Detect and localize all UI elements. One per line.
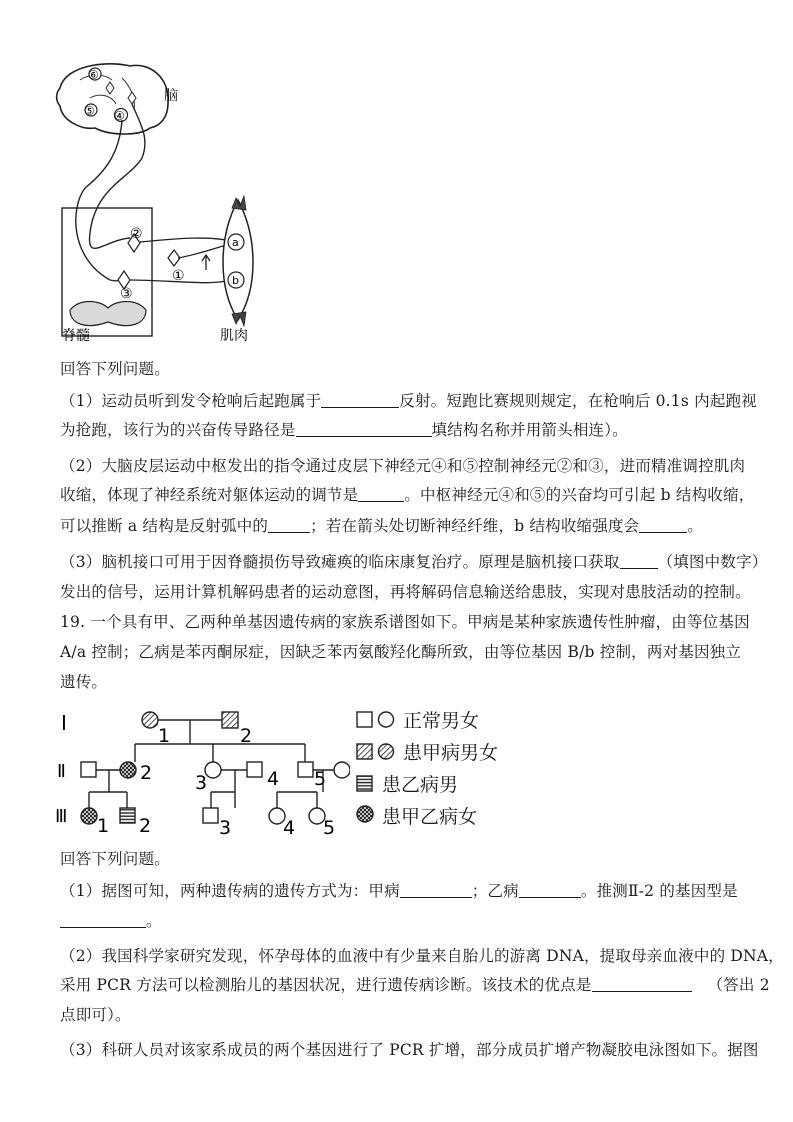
num-6: ⑥: [88, 68, 99, 82]
II-4-normal-male: [247, 762, 262, 777]
q19-stem-line1: 19. 一个具有甲、乙两种单基因遗传病的家族系谱图如下。甲病是某种家族遗传性肿瘤，由等位基因: [60, 613, 750, 631]
q19-stem-line2: A/a 控制；乙病是苯丙酮尿症，因缺乏苯丙氨酸羟化酶所致，由等位基因 B/b 控制，两对基因独立: [60, 643, 742, 661]
num-1: ①: [172, 268, 185, 284]
svg-text:1: 1: [158, 725, 171, 747]
III-1-affected-AB-female: [81, 808, 97, 824]
II-1-normal-male: [81, 762, 96, 777]
answer-blank-genotype[interactable]: [60, 909, 146, 928]
answer-blank-structure-a[interactable]: [268, 514, 310, 533]
answer-blank-conduction-path[interactable]: [296, 418, 432, 437]
svg-text:5: 5: [323, 817, 336, 839]
III-3-normal-male: [203, 808, 218, 823]
I-1-affected-A-female: [142, 712, 158, 728]
legend-normal: 正常男女: [403, 710, 480, 732]
q19-part2-line2: 采用 PCR 方法可以检测胎儿的基因状况，进行遗传病诊断。该技术的优点是 （答出 2: [60, 971, 750, 1000]
q18-part2-line1: （2）大脑皮层运动中枢发出的指令通过皮层下神经元④和⑤控制神经元②和③，进而精准调控肌肉: [60, 457, 746, 475]
svg-text:1: 1: [97, 815, 110, 837]
svg-text:2: 2: [140, 762, 153, 784]
svg-text:4: 4: [267, 768, 280, 790]
answer-blank-regulation[interactable]: [358, 483, 404, 502]
gen-II-label: Ⅱ: [57, 761, 66, 782]
q18-part3-line1: （3）脑机接口可用于因脊髓损伤导致瘫痪的临床康复治疗。原理是脑机接口获取 （填图中数字）: [60, 548, 750, 577]
q19-part1-line1: （1）据图可知，两种遗传病的遗传方式为：甲病 ；乙病 。推测Ⅱ-2 的基因型是: [60, 877, 750, 906]
q19-part3-line1: （3）科研人员对该家系成员的两个基因进行了 PCR 扩增，部分成员扩增产物凝胶电泳图如下。据图: [60, 1041, 759, 1059]
answer-blank-advantages[interactable]: [592, 973, 692, 992]
q19-part1-line2: 。: [60, 907, 750, 936]
gen-III-label: Ⅲ: [55, 806, 68, 827]
II-6-normal-female: [334, 762, 350, 778]
legend-affected-A: 患甲病男女: [403, 742, 499, 764]
answer-blank-reflex-type[interactable]: [321, 389, 399, 408]
label-b: b: [232, 274, 239, 287]
q19-stem-line3: 遗传。: [60, 673, 108, 691]
svg-text:4: 4: [283, 817, 296, 839]
spinal-cord-label: 脊髓: [62, 328, 90, 343]
gen-I-label: I: [61, 711, 67, 735]
svg-text:2: 2: [240, 725, 253, 747]
svg-text:3: 3: [195, 772, 208, 794]
answer-blank-contraction[interactable]: [639, 514, 687, 533]
II-2-affected-AB-female: [120, 762, 136, 778]
q19-intro: 回答下列问题。: [60, 850, 170, 868]
pedigree-chart: [55, 700, 350, 845]
q18-part1-line1: （1）运动员听到发令枪响后起跑属于 反射。短跑比赛规则规定，在枪响后 0.1s 内起跑视: [60, 387, 750, 416]
answer-blank-disease-B-mode[interactable]: [519, 879, 581, 898]
q18-part1-line2: 为抢跑，该行为的兴奋传导路径是 填结构名称并用箭头相连）。: [60, 416, 750, 445]
I-2-affected-A-male: [222, 712, 238, 728]
legend-affected-B-male: 患乙病男: [382, 774, 459, 796]
muscle-label: 肌肉: [220, 328, 248, 343]
neural-pathway-figure: [50, 58, 290, 343]
legend-affected-AB-female: 患甲乙病女: [382, 806, 478, 828]
num-4: ④: [114, 109, 125, 123]
label-a: a: [232, 236, 239, 249]
q18-part2-line2: 收缩，体现了神经系统对躯体运动的调节是 。中枢神经元④和⑤的兴奋均可引起 b 结构收缩，: [60, 481, 750, 510]
q18-intro: 回答下列问题。: [60, 360, 170, 378]
answer-blank-neuron-number[interactable]: [620, 550, 658, 569]
svg-text:5: 5: [314, 768, 327, 790]
q18-part3-line2: 发出的信号，运用计算机解码患者的运动意图，再将解码信息输送给患肢，实现对患肢活动的控制。: [60, 583, 751, 601]
answer-blank-disease-A-mode[interactable]: [400, 879, 472, 898]
num-2: ②: [130, 226, 143, 242]
muscle-shape: [223, 200, 253, 320]
II-5-normal-male: [298, 762, 313, 777]
III-2-affected-B-male: [120, 808, 135, 823]
svg-text:2: 2: [139, 815, 152, 837]
q19-part2-line1: （2）我国科学家研究发现，怀孕母体的血液中有少量来自胎儿的游离 DNA，提取母亲血液中的 DNA，: [60, 947, 784, 965]
q19-part2-line3: 点即可）。: [60, 1006, 131, 1024]
num-5: ⑤: [84, 104, 95, 118]
svg-text:3: 3: [219, 817, 232, 839]
q18-part2-line3: 可以推断 a 结构是反射弧中的 ；若在箭头处切断神经纤维，b 结构收缩强度会 。: [60, 512, 750, 541]
brain-label: 脑: [164, 88, 178, 104]
num-3: ③: [120, 286, 133, 302]
II-3-normal-female: [205, 762, 221, 778]
